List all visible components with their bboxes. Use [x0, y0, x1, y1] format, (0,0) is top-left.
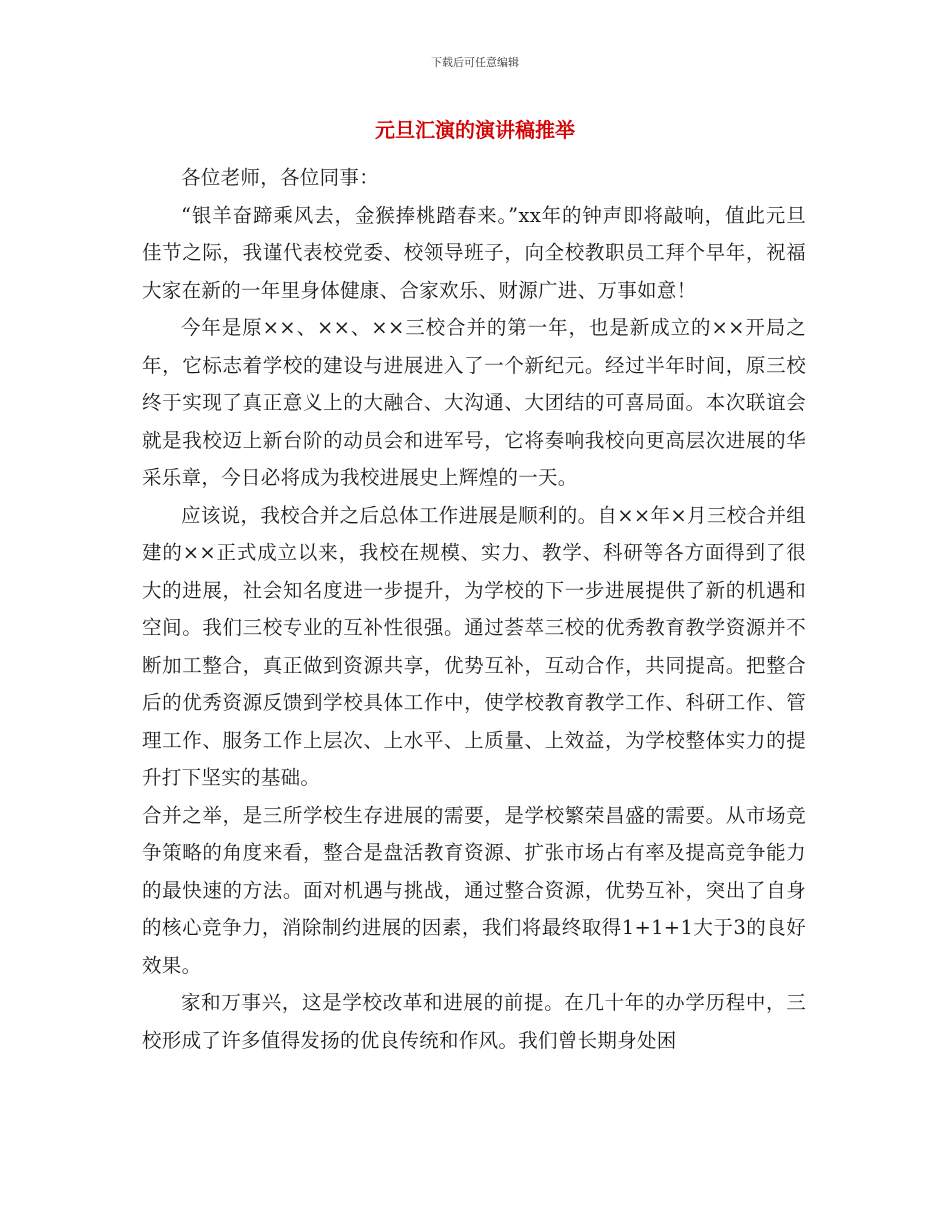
- body-paragraph: “银羊奋蹄乘风去，金猴捧桃踏春来。”xx年的钟声即将敲响，值此元旦佳节之际，我谨代表校党委、校领导班子，向全校教职员工拜个早年，祝福大家在新的一年里身体健康、合家欢乐、财源广进、万事如意！: [142, 203, 806, 302]
- body-paragraph: 家和万事兴，这是学校改革和进展的前提。在几十年的办学历程中，三校形成了许多值得发扬的优良传统和作风。我们曾长期身处困: [142, 991, 806, 1052]
- body-paragraph: 今年是原××、××、××三校合并的第一年，也是新成立的××开局之年，它标志着学校的建设与进展进入了一个新纪元。经过半年时间，原三校终于实现了真正意义上的大融合、大沟通、大团结的可喜局面。本次联谊会就是我校迈上新台阶的动员会和进军号，它将奏响我校向更高层次进展的华采乐章，今日必将成为我校进展史上辉煌的一天。: [142, 316, 806, 489]
- salutation-paragraph: 各位老师，各位同事：: [181, 166, 380, 189]
- body-paragraph: 合并之举，是三所学校生存进展的需要，是学校繁荣昌盛的需要。从市场竞争策略的角度来看，整合是盘活教育资源、扩张市场占有率及提高竞争能力的最快速的方法。面对机遇与挑战，通过整合资源，优势互补，突出了自身的核心竞争力，消除制约进展的因素，我们将最终取得1+1+1大于3的良好效果。: [142, 803, 806, 977]
- header-note: 下载后可任意编辑: [431, 56, 519, 69]
- body-paragraph: 应该说，我校合并之后总体工作进展是顺利的。自××年×月三校合并组建的××正式成立以来，我校在规模、实力、教学、科研等各方面得到了很大的进展，社会知名度进一步提升，为学校的下一步进展提供了新的机遇和空间。我们三校专业的互补性很强。通过荟萃三校的优秀教育教学资源并不断加工整合，真正做到资源共享，优势互补，互动合作，共同提高。把整合后的优秀资源反馈到学校具体工作中，使学校教育教学工作、科研工作、管理工作、服务工作上层次、上水平、上质量、上效益，为学校整体实力的提升打下坚实的基础。: [142, 503, 806, 789]
- document-body: [142, 159, 806, 1059]
- document-title: 元旦汇演的演讲稿推举: [375, 118, 575, 142]
